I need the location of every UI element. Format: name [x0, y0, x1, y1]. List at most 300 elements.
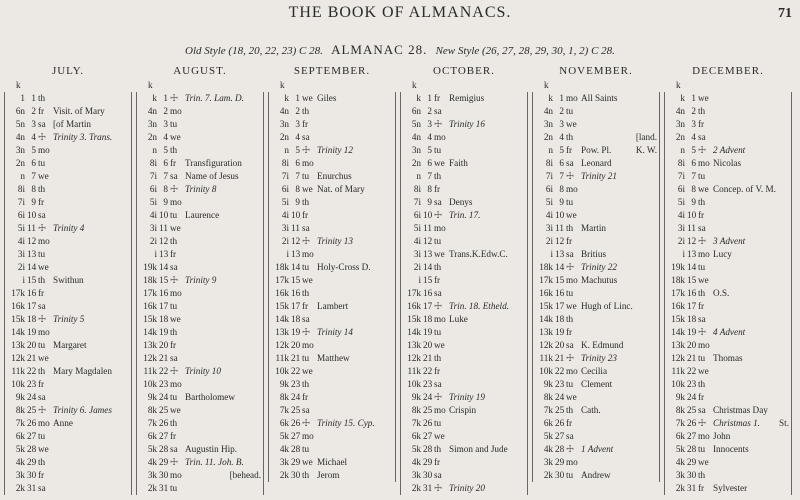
k-label: k: [280, 80, 285, 90]
day-number: 1: [559, 93, 564, 103]
day-number: 17: [159, 301, 169, 311]
dominical-key: 2n: [147, 132, 157, 142]
weekday: sa: [38, 210, 46, 220]
feast-name: Britius: [581, 249, 607, 259]
day-row: [665, 352, 791, 365]
weekday: we: [434, 431, 445, 441]
day-number: 19: [423, 327, 433, 337]
day-number: 20: [687, 340, 697, 350]
day-number: 10: [555, 210, 565, 220]
day-number: 26: [27, 418, 37, 428]
weekday: mo: [302, 249, 314, 259]
feast-name: 2 Advent: [713, 145, 746, 155]
dominical-key: 4k: [279, 444, 289, 454]
dominical-key: k: [284, 93, 289, 103]
day-rows: [136, 92, 264, 495]
day-number: 14: [291, 262, 301, 272]
day-number: 9: [163, 197, 168, 207]
feast-name: Hugh of Linc.: [581, 301, 633, 311]
feast-name: Holy-Cross D.: [317, 262, 371, 272]
dominical-key: 11k: [671, 366, 685, 376]
day-row: [269, 235, 395, 248]
dominical-key: 4k: [543, 444, 553, 454]
day-number: 18: [27, 314, 37, 324]
feast-name: Giles: [317, 93, 337, 103]
dominical-key: 3n: [543, 119, 553, 129]
dominical-key: 17k: [539, 275, 553, 285]
weekday: we: [170, 223, 181, 233]
dominical-key: 8k: [279, 392, 289, 402]
day-row: [5, 300, 131, 313]
dominical-key: 3i: [677, 223, 685, 233]
book-title: THE BOOK OF ALMANACS.: [288, 4, 512, 21]
day-number: 2: [295, 106, 300, 116]
day-row: [533, 261, 659, 274]
day-number: 16: [555, 288, 565, 298]
month-name: JULY.: [51, 65, 85, 77]
day-row: [5, 443, 131, 456]
day-row: [137, 105, 263, 118]
weekday: ☩: [38, 314, 47, 324]
dominical-key: 13k: [143, 340, 157, 350]
dominical-key: 6n: [15, 106, 25, 116]
day-row: [269, 105, 395, 118]
feast-name: Cecilia: [581, 366, 608, 376]
dominical-key: 2i: [677, 236, 685, 246]
dominical-key: 3k: [411, 470, 421, 480]
day-number: 6: [691, 158, 696, 168]
weekday: th: [698, 288, 706, 298]
dominical-key: 5i: [281, 197, 289, 207]
feast-name: Trinity 21: [581, 171, 617, 181]
dominical-key: 7k: [543, 405, 553, 415]
dominical-key: n: [152, 145, 157, 155]
day-number: 17: [555, 301, 565, 311]
day-number: 16: [291, 288, 301, 298]
feast-name: 4 Advent: [713, 327, 746, 337]
weekday: fr: [302, 119, 309, 129]
weekday: tu: [566, 379, 574, 389]
weekday: sa: [434, 197, 442, 207]
day-number: 23: [291, 379, 301, 389]
day-row: [533, 339, 659, 352]
dominical-key: 10k: [11, 379, 25, 389]
month-name: NOVEMBER.: [559, 65, 633, 77]
day-number: 3: [559, 119, 564, 129]
feast-name: Trin. 11. Joh. B.: [185, 457, 244, 467]
day-row: [665, 443, 791, 456]
day-number: 27: [687, 431, 697, 441]
day-row: [665, 261, 791, 274]
day-number: 2: [559, 106, 564, 116]
weekday: th: [434, 444, 442, 454]
day-row: [5, 222, 131, 235]
day-row: [401, 144, 527, 157]
month-column: [532, 64, 660, 494]
day-row: [665, 287, 791, 300]
feast-name: Pow. Pl.: [581, 145, 612, 155]
weekday: th: [698, 106, 706, 116]
day-number: 4: [427, 132, 432, 142]
day-number: 30: [27, 470, 37, 480]
dominical-key: 5k: [279, 431, 289, 441]
dominical-key: 17k: [11, 288, 25, 298]
dominical-key: k: [152, 93, 157, 103]
weekday: ☩: [170, 457, 179, 467]
dominical-key: 7i: [545, 171, 553, 181]
feast-name: Thomas: [713, 353, 743, 363]
day-row: [533, 209, 659, 222]
weekday: sa: [698, 314, 706, 324]
day-number: 14: [687, 262, 697, 272]
feast-name: Trinity 13: [317, 236, 353, 246]
weekday: tu: [698, 262, 706, 272]
day-number: 21: [423, 353, 433, 363]
day-number: 15: [423, 275, 433, 285]
month-column: [268, 64, 396, 494]
day-number: 7: [295, 171, 300, 181]
dominical-key: n: [20, 171, 25, 181]
feast-name: Margaret: [53, 340, 87, 350]
weekday: mo: [170, 470, 182, 480]
day-number: 29: [27, 457, 37, 467]
feast-name: Trinity 16: [449, 119, 485, 129]
day-row: [533, 378, 659, 391]
day-row: [665, 235, 791, 248]
day-number: 9: [691, 197, 696, 207]
weekday: fr: [698, 301, 705, 311]
dominical-key: 8k: [411, 405, 421, 415]
day-number: 30: [555, 470, 565, 480]
weekday: we: [38, 353, 49, 363]
day-number: 7: [427, 171, 432, 181]
dominical-key: 8i: [17, 184, 25, 194]
day-number: 31: [159, 483, 169, 493]
day-number: 9: [559, 197, 564, 207]
feast-name: Jerom: [317, 470, 340, 480]
day-row: [5, 326, 131, 339]
day-row: [137, 300, 263, 313]
weekday: mo: [170, 379, 182, 389]
dominical-key: 3n: [411, 145, 421, 155]
dominical-key: i: [154, 249, 157, 259]
day-row: [401, 248, 527, 261]
dominical-key: 6n: [411, 106, 421, 116]
month-column: [664, 64, 792, 494]
day-number: 3: [691, 119, 696, 129]
day-row: [401, 378, 527, 391]
day-row: [269, 196, 395, 209]
feast-name: Remigius: [449, 93, 485, 103]
weekday: we: [302, 184, 313, 194]
day-row: [665, 300, 791, 313]
day-number: 27: [423, 431, 433, 441]
feast-name: Innocents: [713, 444, 749, 454]
weekday: th: [38, 93, 46, 103]
dominical-key: 3i: [17, 249, 25, 259]
weekday: mo: [566, 366, 578, 376]
dominical-key: 15k: [671, 314, 685, 324]
dominical-key: 3k: [543, 457, 553, 467]
day-number: 2: [427, 106, 432, 116]
weekday: fr: [38, 379, 45, 389]
weekday: ☩: [698, 236, 707, 246]
day-number: 5: [163, 145, 168, 155]
dominical-key: 13k: [539, 327, 553, 337]
day-row: [269, 92, 395, 105]
day-number: 4: [31, 132, 36, 142]
day-number: 26: [555, 418, 565, 428]
day-row: [665, 417, 791, 430]
dominical-key: i: [550, 249, 553, 259]
day-number: 13: [555, 249, 565, 259]
weekday: ☩: [698, 418, 707, 428]
day-number: 3: [295, 119, 300, 129]
day-number: 5: [295, 145, 300, 155]
weekday: th: [698, 470, 706, 480]
day-number: 9: [295, 197, 300, 207]
dominical-key: i: [682, 249, 685, 259]
weekday: ☩: [698, 145, 707, 155]
dominical-key: 2n: [675, 132, 685, 142]
dominical-key: 3i: [413, 249, 421, 259]
weekday: tu: [434, 327, 442, 337]
day-row: [5, 352, 131, 365]
weekday: tu: [698, 444, 706, 454]
day-row: [533, 417, 659, 430]
dominical-key: 4i: [17, 236, 25, 246]
feast-name: 3 Advent: [713, 236, 746, 246]
dominical-key: 5i: [413, 223, 421, 233]
weekday: fr: [566, 145, 573, 155]
dominical-key: 12k: [407, 353, 421, 363]
day-row: [665, 222, 791, 235]
weekday: sa: [566, 340, 574, 350]
day-row: [5, 482, 131, 495]
day-number: 7: [31, 171, 36, 181]
day-row: [401, 92, 527, 105]
day-number: 18: [291, 314, 301, 324]
feast-name: Transfiguration: [185, 158, 242, 168]
weekday: th: [38, 457, 46, 467]
dominical-key: 15k: [275, 301, 289, 311]
weekday: fr: [698, 392, 705, 402]
day-number: 4: [691, 132, 696, 142]
weekday: tu: [170, 392, 178, 402]
day-number: 26: [159, 418, 169, 428]
feast-name: Matthew: [317, 353, 350, 363]
day-row: [137, 391, 263, 404]
day-number: 22: [159, 366, 169, 376]
month-name: SEPTEMBER.: [293, 65, 371, 77]
day-number: 24: [27, 392, 37, 402]
old-style-label: Old Style (18, 20, 22, 23) C 28.: [185, 45, 323, 57]
day-number: 17: [27, 301, 37, 311]
dominical-key: 3i: [545, 223, 553, 233]
day-number: 7: [163, 171, 168, 181]
day-row: [137, 339, 263, 352]
dominical-key: 3k: [675, 470, 685, 480]
dominical-key: 3n: [147, 119, 157, 129]
dominical-key: 12k: [275, 340, 289, 350]
weekday: sa: [434, 106, 442, 116]
day-row: [665, 456, 791, 469]
dominical-key: n: [416, 171, 421, 181]
day-number: 12: [687, 236, 697, 246]
day-number: 18: [555, 314, 565, 324]
day-number: 24: [687, 392, 697, 402]
dominical-key: 3n: [675, 119, 685, 129]
weekday: th: [434, 353, 442, 363]
dominical-key: 7k: [15, 418, 25, 428]
feast-name: Faith: [449, 158, 468, 168]
day-number: 30: [159, 470, 169, 480]
weekday: sa: [170, 353, 178, 363]
day-row: [401, 469, 527, 482]
dominical-key: 2n: [411, 158, 421, 168]
dominical-key: 5n: [15, 119, 25, 129]
dominical-key: 8k: [675, 405, 685, 415]
dominical-key: 15k: [407, 314, 421, 324]
dominical-key: 8i: [281, 158, 289, 168]
month-column: [136, 64, 264, 494]
weekday: tu: [38, 340, 46, 350]
weekday: tu: [566, 470, 574, 480]
day-number: 15: [555, 275, 565, 285]
weekday: th: [302, 197, 310, 207]
dominical-key: 13k: [275, 327, 289, 337]
feast-name: Trinity 3. Trans.: [53, 132, 113, 142]
day-row: [5, 157, 131, 170]
weekday: mo: [38, 236, 50, 246]
day-rows: [4, 92, 132, 495]
weekday: mo: [566, 275, 578, 285]
day-number: 8: [427, 184, 432, 194]
feast-name: Anne: [53, 418, 73, 428]
day-row: [533, 118, 659, 131]
weekday: mo: [170, 288, 182, 298]
dominical-key: 6i: [413, 210, 421, 220]
dominical-key: 5k: [411, 444, 421, 454]
dominical-key: 10k: [407, 379, 421, 389]
dominical-key: 2i: [149, 236, 157, 246]
day-number: 28: [291, 444, 301, 454]
dominical-key: 19k: [143, 262, 157, 272]
dominical-key: 14k: [539, 314, 553, 324]
dominical-key: 2k: [15, 483, 25, 493]
day-row: [137, 144, 263, 157]
weekday: sa: [38, 301, 46, 311]
day-row: [533, 196, 659, 209]
weekday: th: [170, 145, 178, 155]
day-row: [665, 157, 791, 170]
weekday: we: [698, 93, 709, 103]
weekday: fr: [302, 301, 309, 311]
feast-name: Trinity 8: [185, 184, 217, 194]
day-number: 24: [423, 392, 433, 402]
dominical-key: 3k: [279, 457, 289, 467]
day-number: 21: [555, 353, 565, 363]
weekday: ☩: [566, 171, 575, 181]
day-row: [401, 287, 527, 300]
day-row: [137, 326, 263, 339]
dominical-key: 15k: [539, 301, 553, 311]
dominical-key: 8k: [15, 405, 25, 415]
day-row: [269, 404, 395, 417]
day-row: [137, 92, 263, 105]
day-row: [5, 365, 131, 378]
feast-name: Trinity 23: [581, 353, 617, 363]
weekday: fr: [566, 236, 573, 246]
day-number: 19: [291, 327, 301, 337]
weekday: we: [698, 366, 709, 376]
day-row: [137, 313, 263, 326]
day-number: 25: [27, 405, 37, 415]
dominical-key: 11k: [407, 366, 421, 376]
feast-name: Luke: [449, 314, 468, 324]
dominical-key: 13k: [671, 340, 685, 350]
day-row: [665, 196, 791, 209]
day-number: 25: [423, 405, 433, 415]
dominical-key: 6k: [411, 431, 421, 441]
day-number: 28: [423, 444, 433, 454]
weekday: we: [698, 184, 709, 194]
day-number: 24: [159, 392, 169, 402]
day-number: 14: [159, 262, 169, 272]
day-row: [665, 248, 791, 261]
day-row: [533, 183, 659, 196]
key-header: [664, 78, 792, 92]
day-row: [137, 469, 263, 482]
feast-note: St.: [779, 418, 789, 428]
new-style-label: New Style (26, 27, 28, 29, 30, 1, 2) C 28.: [435, 45, 615, 57]
day-row: [401, 326, 527, 339]
day-row: [665, 170, 791, 183]
dominical-key: 16k: [143, 301, 157, 311]
day-row: [533, 92, 659, 105]
weekday: fr: [434, 275, 441, 285]
day-row: [401, 170, 527, 183]
day-row: [533, 404, 659, 417]
weekday: tu: [434, 418, 442, 428]
day-row: [269, 261, 395, 274]
weekday: mo: [434, 223, 446, 233]
day-number: 5: [427, 145, 432, 155]
day-row: [269, 469, 395, 482]
day-row: [137, 248, 263, 261]
day-row: [665, 209, 791, 222]
day-rows: [400, 92, 528, 495]
day-number: 4: [295, 132, 300, 142]
dominical-key: 9k: [411, 392, 421, 402]
month-column: [4, 64, 132, 494]
weekday: mo: [434, 314, 446, 324]
dominical-key: n: [680, 145, 685, 155]
dominical-key: 4n: [543, 106, 553, 116]
day-number: 15: [687, 275, 697, 285]
day-number: 12: [27, 236, 37, 246]
weekday: fr: [698, 483, 705, 493]
day-number: 29: [423, 457, 433, 467]
weekday: ☩: [566, 353, 575, 363]
feast-name: Denys: [449, 197, 473, 207]
day-row: [401, 404, 527, 417]
day-row: [5, 313, 131, 326]
weekday: mo: [698, 249, 710, 259]
key-header: [4, 78, 132, 92]
weekday: ☩: [566, 262, 575, 272]
dominical-key: 9k: [15, 392, 25, 402]
